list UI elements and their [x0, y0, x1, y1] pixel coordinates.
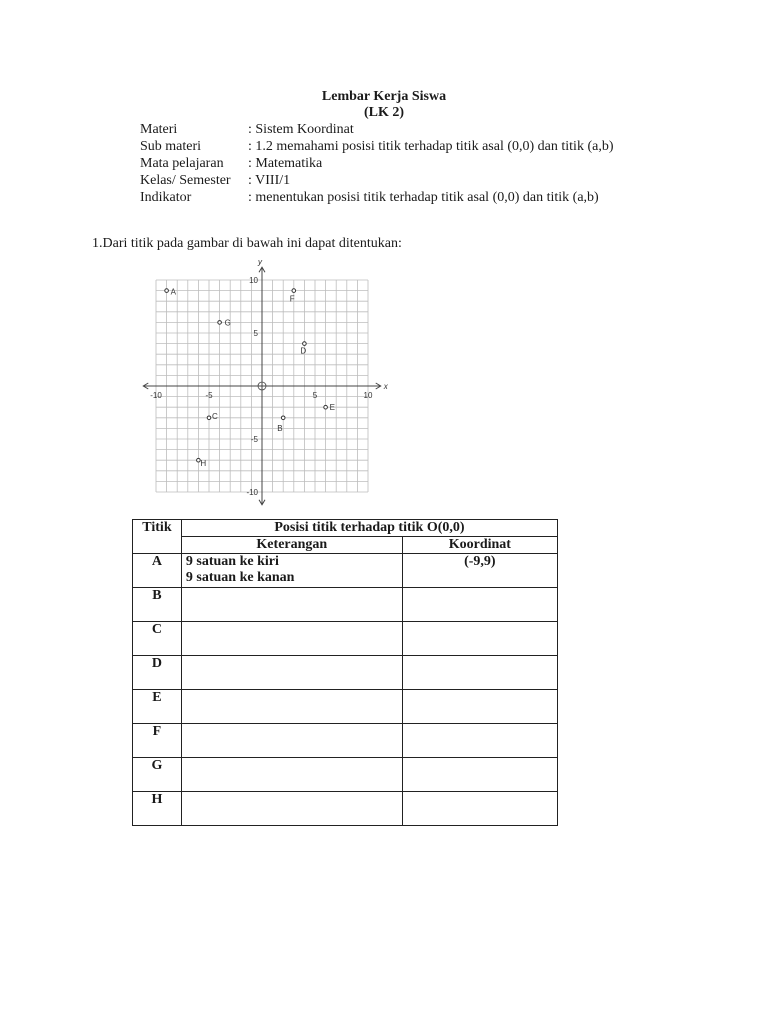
table-row: [133, 690, 558, 724]
point-g: [218, 321, 222, 325]
y-tick-label: 5: [253, 329, 258, 338]
point-b: [281, 416, 285, 420]
meta-label-mata-pelajaran: Mata pelajaran: [140, 156, 224, 171]
cell-keterangan[interactable]: [181, 758, 402, 792]
cell-titik: C: [133, 622, 182, 656]
cell-koordinat[interactable]: [402, 724, 557, 758]
header-titik: Titik: [133, 520, 182, 554]
keterangan-line-1: 9 satuan ke kiri: [185, 554, 279, 569]
cell-koordinat[interactable]: [402, 690, 557, 724]
cell-titik: G: [133, 758, 182, 792]
cell-titik: B: [133, 588, 182, 622]
meta-label-materi: Materi: [140, 122, 178, 137]
y-tick-label: 10: [249, 276, 258, 285]
meta-label-sub-materi: Sub materi: [140, 139, 202, 154]
cell-keterangan[interactable]: [181, 588, 402, 622]
tick-labels: [150, 257, 389, 497]
meta-value-materi: : Sistem Koordinat: [248, 122, 354, 137]
y-tick-label: -5: [250, 435, 258, 444]
data-points: [165, 288, 335, 469]
meta-label-indikator: Indikator: [140, 190, 192, 205]
point-a: [165, 289, 169, 293]
cell-keterangan[interactable]: [181, 792, 402, 826]
meta-value-mata-pelajaran: : Matematika: [248, 156, 323, 171]
cell-titik: F: [133, 724, 182, 758]
x-tick-label: 5: [312, 391, 318, 400]
header-koordinat: Koordinat: [402, 537, 557, 554]
table-row: [133, 724, 558, 758]
cell-keterangan[interactable]: [181, 554, 402, 588]
header-posisi: Posisi titik terhadap titik O(0,0): [181, 520, 557, 537]
table-row: [133, 758, 558, 792]
cell-koordinat[interactable]: [402, 622, 557, 656]
meta-value-indikator: : menentukan posisi titik terhadap titik asal (0,0) dan titik (a,b): [248, 190, 599, 205]
cell-koordinat[interactable]: [402, 792, 557, 826]
x-axis-label: x: [383, 382, 388, 391]
cell-keterangan[interactable]: [181, 690, 402, 724]
cell-titik: D: [133, 656, 182, 690]
cell-titik: A: [133, 554, 182, 588]
table-row: [133, 622, 558, 656]
y-tick-label: -10: [246, 488, 258, 497]
point-label-h: H: [200, 459, 207, 469]
cell-koordinat[interactable]: [402, 758, 557, 792]
point-label-f: F: [289, 294, 295, 304]
cell-koordinat[interactable]: [402, 588, 557, 622]
table-row: [133, 554, 558, 588]
cell-keterangan[interactable]: [181, 622, 402, 656]
x-tick-label: -10: [150, 391, 162, 400]
keterangan-line-2: 9 satuan ke kanan: [185, 570, 295, 585]
cell-koordinat[interactable]: (-9,9): [402, 554, 557, 588]
point-label-e: E: [329, 403, 335, 413]
point-d: [303, 342, 307, 346]
point-e: [324, 405, 328, 409]
table-row: [133, 656, 558, 690]
question-text: 1.Dari titik pada gambar di bawah ini dapat ditentukan:: [92, 236, 402, 251]
table-row: [133, 588, 558, 622]
x-tick-label: -5: [205, 391, 213, 400]
meta-value-kelas: : VIII/1: [248, 173, 291, 188]
answer-table: [132, 519, 558, 826]
point-label-b: B: [277, 423, 283, 433]
meta-value-sub-materi: : 1.2 memahami posisi titik terhadap titik asal (0,0) dan titik (a,b): [248, 139, 614, 154]
point-label-a: A: [170, 287, 176, 297]
table-row: [133, 792, 558, 826]
x-tick-label: 10: [363, 391, 373, 400]
coordinate-graph: [132, 257, 400, 497]
meta-label-kelas: Kelas/ Semester: [140, 173, 231, 188]
point-label-c: C: [212, 411, 218, 421]
y-axis-label: y: [258, 257, 262, 267]
header-keterangan: Keterangan: [181, 537, 402, 554]
cell-koordinat[interactable]: [402, 656, 557, 690]
worksheet-subtitle: (LK 2): [363, 105, 405, 120]
cell-titik: E: [133, 690, 182, 724]
cell-keterangan[interactable]: [181, 656, 402, 690]
point-f: [292, 289, 296, 293]
cell-keterangan[interactable]: [181, 724, 402, 758]
point-label-d: D: [300, 346, 307, 356]
point-c: [207, 416, 211, 420]
cell-titik: H: [133, 792, 182, 826]
point-label-g: G: [224, 318, 231, 328]
worksheet-title: Lembar Kerja Siswa: [321, 89, 447, 104]
axes: [143, 267, 380, 504]
